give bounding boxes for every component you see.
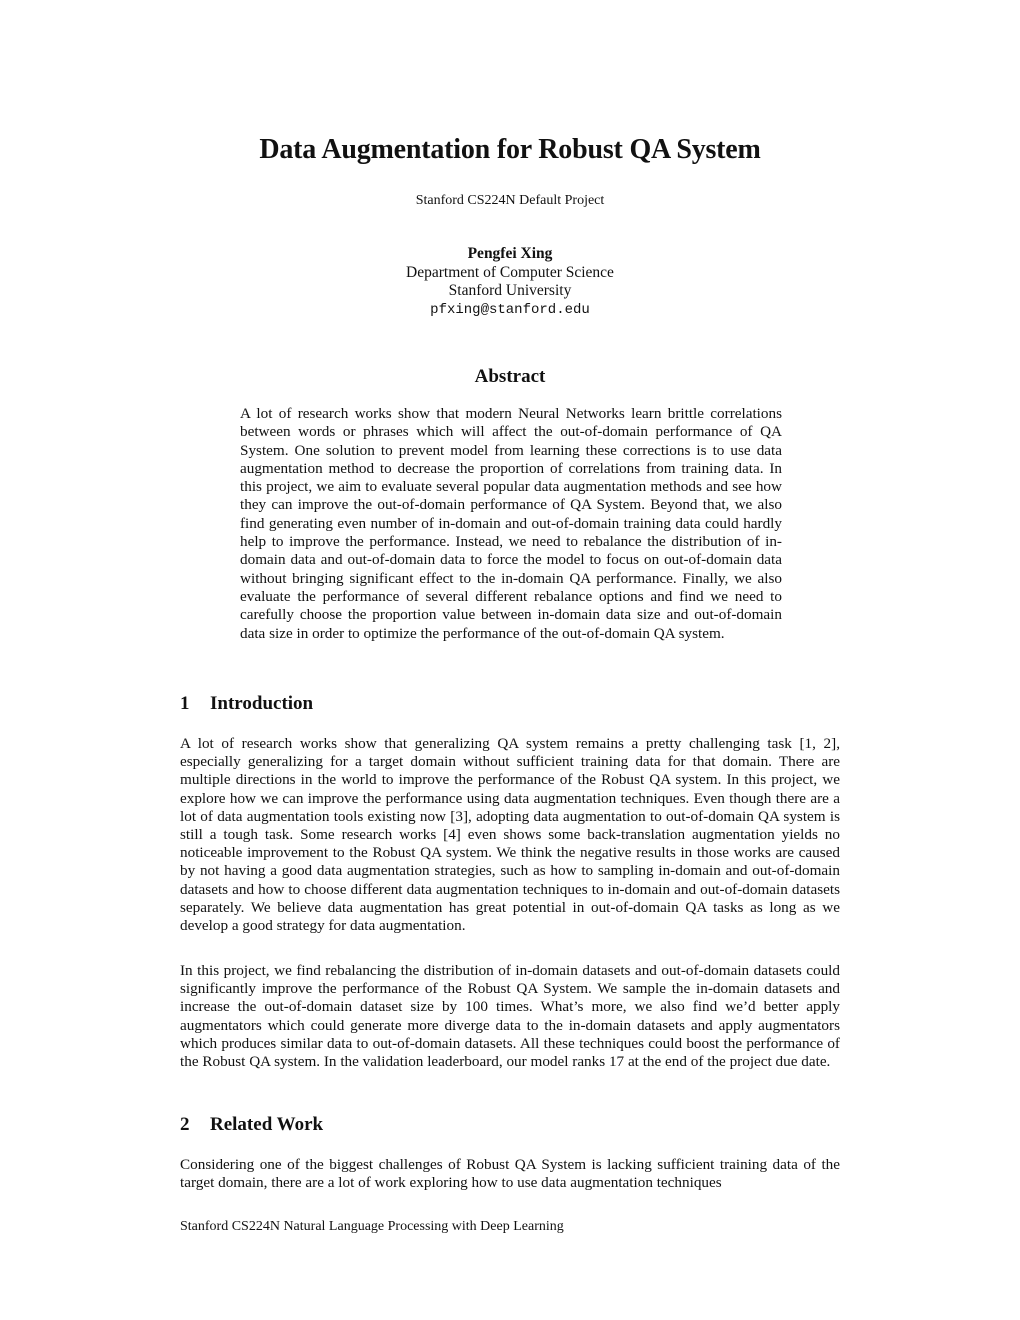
author-university: Stanford University bbox=[448, 282, 572, 299]
page-footer: Stanford CS224N Natural Language Processing with Deep Learning bbox=[180, 1219, 564, 1234]
paper-title: Data Augmentation for Robust QA System bbox=[259, 134, 761, 165]
author-name: Pengfei Xing bbox=[467, 245, 553, 262]
introduction-paragraph-2: In this project, we find rebalancing the distribution of in-domain datasets and out-of-domain datasets could significantly improve the performance of the Robust QA System. We sample the in-domain datasets and increase the out-of-domain dataset size by 100 times. What’s more, we also find we’d better apply augmentators which could generate more diverge data to the in-domain datasets and apply augmentators which produces similar data to out-of-domain datasets. All these techniques could boost the performance of the Robust QA system. In the validation leaderboard, our model ranks 17 at the end of the project due date. bbox=[180, 962, 840, 1071]
paper-subtitle: Stanford CS224N Default Project bbox=[415, 193, 605, 208]
author-department: Department of Computer Science bbox=[406, 263, 614, 281]
abstract-heading: Abstract bbox=[474, 366, 546, 387]
section-number: 2 bbox=[180, 1114, 190, 1135]
section-heading-related-work bbox=[180, 1114, 323, 1136]
introduction-paragraph-1: A lot of research works show that generalizing QA system remains a pretty challenging task [1, 2], especially generalizing for a target domain without sufficient training data for that domain. There are multiple directions in the world to improve the performance of the Robust QA system. In this project, we explore how we can improve the performance using data augmentation techniques. Even though there are a lot of data augmentation tools existing now [3], adopting data augmentation to out-of-domain QA system is still a tough task. Some research works [4] even shows some back-translation augmentation yields no noticeable improvement to the Robust QA system. We think the negative results in those works are caused by not having a good data augmentation strategies, such as how to sampling in-domain and out-of-domain datasets and how to choose different data augmentation techniques to in-domain and out-of-domain datasets separately. We believe data augmentation has great potential in out-of-domain QA tasks as long as we develop a good strategy for data augmentation. bbox=[180, 735, 840, 935]
section-title: Introduction bbox=[210, 693, 314, 714]
author-block bbox=[0, 245, 1020, 319]
section-heading-introduction bbox=[180, 693, 313, 715]
author-email: pfxing@stanford.edu bbox=[430, 301, 590, 318]
section-title: Related Work bbox=[210, 1114, 324, 1135]
section-number: 1 bbox=[180, 693, 190, 714]
related-work-paragraph-1: Considering one of the biggest challenges of Robust QA System is lacking sufficient training data of the target domain, there are a lot of work exploring how to use data augmentation techniques bbox=[180, 1156, 840, 1192]
abstract-text: A lot of research works show that modern Neural Networks learn brittle correlations between words or phrases which will affect the out-of-domain performance of QA System. One solution to prevent model from learning these corrections is to use data augmentation method to decrease the proportion of correlations from training data. In this project, we aim to evaluate several popular data augmentation methods and see how they can improve the out-of-domain performance of QA System. Beyond that, we also find generating even number of in-domain and out-of-domain training data could hardly help to improve the performance. Instead, we need to rebalance the distribution of in-domain data and out-of-domain data to force the model to focus on out-of-domain data without bringing significant effect to the in-domain QA performance. Finally, we also evaluate the performance of several different rebalance options and find we need to carefully choose the proportion value between in-domain data size and out-of-domain data size in order to optimize the performance of the out-of-domain QA system. bbox=[240, 405, 782, 642]
